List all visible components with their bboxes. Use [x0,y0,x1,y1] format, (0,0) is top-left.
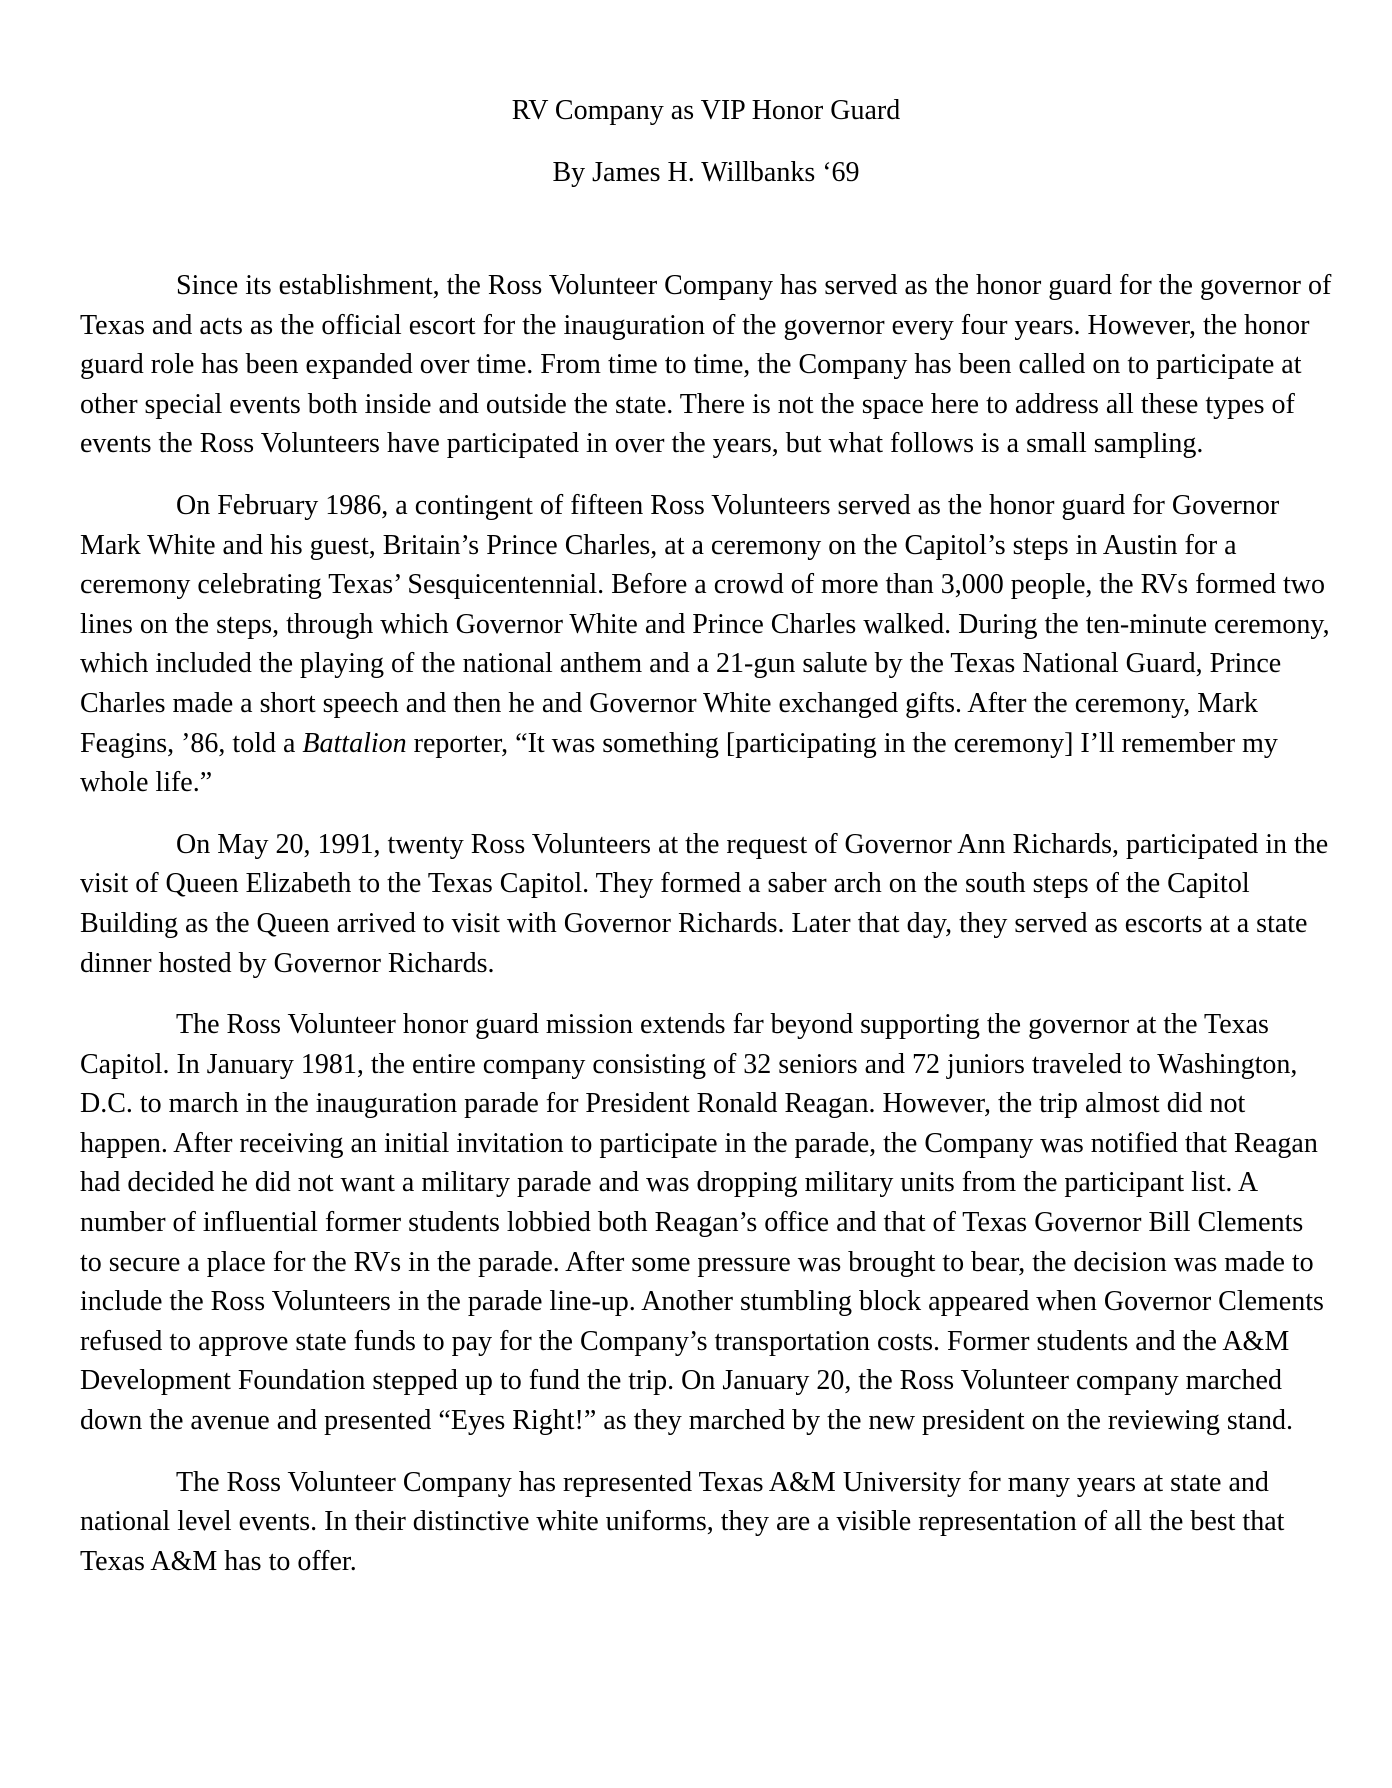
document-page [80,92,1332,1603]
document-title: RV Company as VIP Honor Guard [511,95,901,126]
paragraph-4: The Ross Volunteer honor guard mission extends far beyond supporting the governor at the Texas Capitol. In January 1981, the entire company consisting of 32 seniors and 72 juniors traveled to Washington, D.C. to march in the inauguration parade for President Ronald Reagan. However, the trip almost did not happen. After receiving an initial invitation to participate in the parade, the Company was notified that Reagan had decided he did not want a military parade and was dropping military units from the participant list. A number of influential former students lobbied both Reagan’s office and that of Texas Governor Bill Clements to secure a place for the RVs in the parade. After some pressure was brought to bear, the decision was made to include the Ross Volunteers in the parade line-up. Another stumbling block appeared when Governor Clements refused to approve state funds to pay for the Company’s transportation costs. Former students and the A&M Development Foundation stepped up to fund the trip. On January 20, the Ross Volunteer company marched down the avenue and presented “Eyes Right!” as they marched by the new president on the reviewing stand. [80,1009,1324,1437]
paragraph-2 [80,486,1332,803]
paragraph-5: The Ross Volunteer Company has represented Texas A&M University for many years at state and national level events. In their distinctive white uniforms, they are a visible representation of all the best that Texas A&M has to offer. [80,1466,1285,1577]
paragraph-3: On May 20, 1991, twenty Ross Volunteers at the request of Governor Ann Richards, participated in the visit of Queen Elizabeth to the Texas Capitol. They formed a saber arch on the south steps of the Capitol Building as the Queen arrived to visit with Governor Richards. Later that day, they served as escorts at a state dinner hosted by Governor Richards. [80,828,1329,979]
paragraph-2-text-start: On February 1986, a contingent of fifteen Ross Volunteers served as the honor guard for Governor Mark White and his guest, Britain’s Prince Charles, at a ceremony on the Capitol’s steps in Austin for a ceremony celebrating Texas’ Sesquicentennial. Before a crowd of more than 3,000 people, the RVs formed two lines on the steps, through which Governor White and Prince Charles walked. During the ten-minute ceremony, which included the playing of the national anthem and a 21-gun salute by the Texas National Guard, Prince Charles made a short speech and then he and Governor White exchanged gifts. After the ceremony, Mark Feagins, ’86, told a [80,489,1330,759]
document-author: By James H. Willbanks ‘69 [552,157,860,188]
paragraph-1: Since its establishment, the Ross Volunteer Company has served as the honor guard for the governor of Texas and acts as the official escort for the inauguration of the governor every four years. However, the honor guard role has been expanded over time. From time to time, the Company has been called on to participate at other special events both inside and outside the state. There is not the space here to address all these types of events the Ross Volunteers have participated in over the years, but what follows is a small sampling. [80,270,1332,460]
battalion-italic: Battalion [302,727,407,759]
paragraph-2-text-end: reporter, “It was something [participating in the ceremony] I’ll remember my whole life.” [80,727,1278,799]
